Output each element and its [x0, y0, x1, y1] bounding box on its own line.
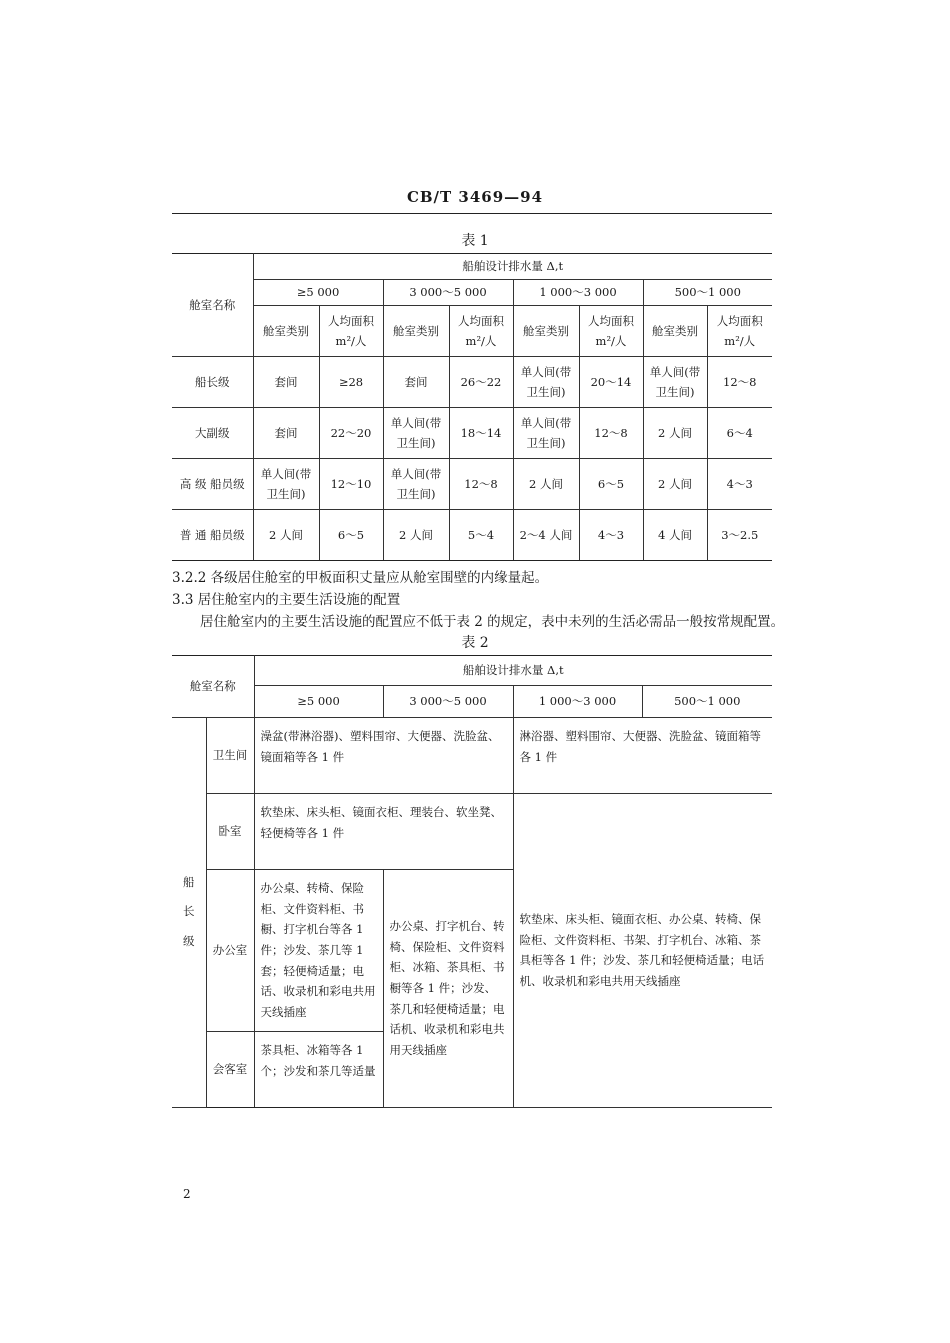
table1-cell: 单人间(带卫生间)	[643, 357, 707, 408]
table2-cell-wc-large: 澡盆(带淋浴器)、塑料围帘、大便器、洗脸盆、镜面箱等各 1 件	[254, 718, 513, 794]
table1-cell: 单人间(带卫生间)	[513, 408, 579, 459]
document-header: CB/T 3469—94	[406, 188, 544, 206]
table1-cell: 12～8	[707, 357, 772, 408]
table1-cell: 20～14	[579, 357, 643, 408]
table1-cell: 2 人间	[643, 459, 707, 510]
table1-cell: 2 人间	[643, 408, 707, 459]
table1-cell: 12～8	[449, 459, 513, 510]
table1-cell: 6～4	[707, 408, 772, 459]
table2-room-name-header: 舱室名称	[172, 656, 254, 718]
table1-cell: 2 人间	[253, 510, 319, 561]
table1-subheader-type: 舱室类别	[513, 306, 579, 357]
table1-cell: 4～3	[707, 459, 772, 510]
table1-cell: 6～5	[319, 510, 383, 561]
table1-subheader-type: 舱室类别	[643, 306, 707, 357]
paragraph-3-2-2: 3.2.2 各级居住舱室的甲板面积丈量应从舱室围壁的内缘量起。	[172, 570, 549, 586]
page-number: 2	[183, 1187, 191, 1201]
table1-subheader-area: 人均面积 m²/人	[449, 306, 513, 357]
table1-range: 500～1 000	[643, 280, 772, 306]
table1-displacement-header: 船舶设计排水量 Δ,t	[253, 254, 772, 280]
table2	[172, 655, 772, 1108]
table2-cell-bedroom-large: 软垫床、床头柜、镜面衣柜、理装台、软坐凳、轻便椅等各 1 件	[254, 794, 513, 870]
table2-caption: 表 2	[461, 635, 489, 651]
paragraph-3-3-body: 居住舱室内的主要生活设施的配置应不低于表 2 的规定，表中未列的生活必需品一般按常规配置。	[200, 614, 785, 630]
table1-cell: 单人间(带卫生间)	[513, 357, 579, 408]
table1-subheader-type: 舱室类别	[253, 306, 319, 357]
table1-range: 1 000～3 000	[513, 280, 643, 306]
table1-cell: 22～20	[319, 408, 383, 459]
table1-cell: 2 人间	[383, 510, 449, 561]
table1-cell: ≥28	[319, 357, 383, 408]
table2-range: 500～1 000	[642, 686, 772, 718]
table1-cell: 12～8	[579, 408, 643, 459]
table1-range: ≥5 000	[253, 280, 383, 306]
table1-row-label: 高 级 船员级	[172, 459, 253, 510]
table1-subheader-area: 人均面积 m²/人	[319, 306, 383, 357]
table1-cell: 4～3	[579, 510, 643, 561]
table2-displacement-header: 船舶设计排水量 Δ,t	[254, 656, 772, 686]
table2-cell-wc-small: 淋浴器、塑料围帘、大便器、洗脸盆、镜面箱等各 1 件	[513, 718, 772, 794]
table2-room-label: 会客室	[206, 1031, 254, 1107]
table1-cell: 单人间(带卫生间)	[383, 408, 449, 459]
table1-room-name-header: 舱室名称	[172, 254, 253, 357]
table1-row-label: 大副级	[172, 408, 253, 459]
table1-cell: 4 人间	[643, 510, 707, 561]
table1-cell: 5～4	[449, 510, 513, 561]
table2-cell-reception-large: 茶具柜、冰箱等各 1 个；沙发和茶几等适量	[254, 1031, 383, 1107]
table1-cell: 套间	[253, 408, 319, 459]
table1-cell: 单人间(带卫生间)	[253, 459, 319, 510]
table1-cell: 12～10	[319, 459, 383, 510]
table2-cell-small-combined: 软垫床、床头柜、镜面衣柜、办公桌、转椅、保险柜、文件资料柜、书架、打字机台、冰箱、茶具柜等各 1 件；沙发、茶几和轻便椅适量；电话机、收录机和彩电共用天线插座	[513, 794, 772, 1108]
table1-row-label: 船长级	[172, 357, 253, 408]
table2-cell-office-large: 办公桌、转椅、保险柜、文件资料柜、书橱、打字机台等各 1 件；沙发、茶几等 1 套；轻便椅适量；电话、收录机和彩电共用天线插座	[254, 870, 383, 1032]
table1-cell: 套间	[253, 357, 319, 408]
table1-cell: 18～14	[449, 408, 513, 459]
header-rule	[172, 213, 772, 214]
table1	[172, 253, 772, 561]
table2-range: 3 000～5 000	[383, 686, 513, 718]
table2-cell-office-mid: 办公桌、打字机台、转椅、保险柜、文件资料柜、冰箱、茶具柜、书橱等各 1 件；沙发、茶几和轻便椅适量；电话机、收录机和彩电共用天线插座	[383, 870, 513, 1108]
table1-cell: 6～5	[579, 459, 643, 510]
table1-row-label: 普 通 船员级	[172, 510, 253, 561]
table1-cell: 3～2.5	[707, 510, 772, 561]
table1-range: 3 000～5 000	[383, 280, 513, 306]
table2-room-label: 办公室	[206, 870, 254, 1032]
table1-subheader-area: 人均面积 m²/人	[707, 306, 772, 357]
table1-subheader-type: 舱室类别	[383, 306, 449, 357]
table2-room-label: 卫生间	[206, 718, 254, 794]
table1-cell: 26～22	[449, 357, 513, 408]
table2-room-label: 卧室	[206, 794, 254, 870]
table1-caption: 表 1	[461, 233, 489, 249]
section-heading-3-3: 3.3 居住舱室内的主要生活设施的配置	[172, 592, 401, 608]
table1-cell: 单人间(带卫生间)	[383, 459, 449, 510]
table2-range: ≥5 000	[254, 686, 383, 718]
table1-cell: 2～4 人间	[513, 510, 579, 561]
table2-range: 1 000～3 000	[513, 686, 642, 718]
table1-subheader-area: 人均面积 m²/人	[579, 306, 643, 357]
table1-cell: 2 人间	[513, 459, 579, 510]
table1-cell: 套间	[383, 357, 449, 408]
table2-group-label: 船 长 级	[172, 718, 206, 1108]
